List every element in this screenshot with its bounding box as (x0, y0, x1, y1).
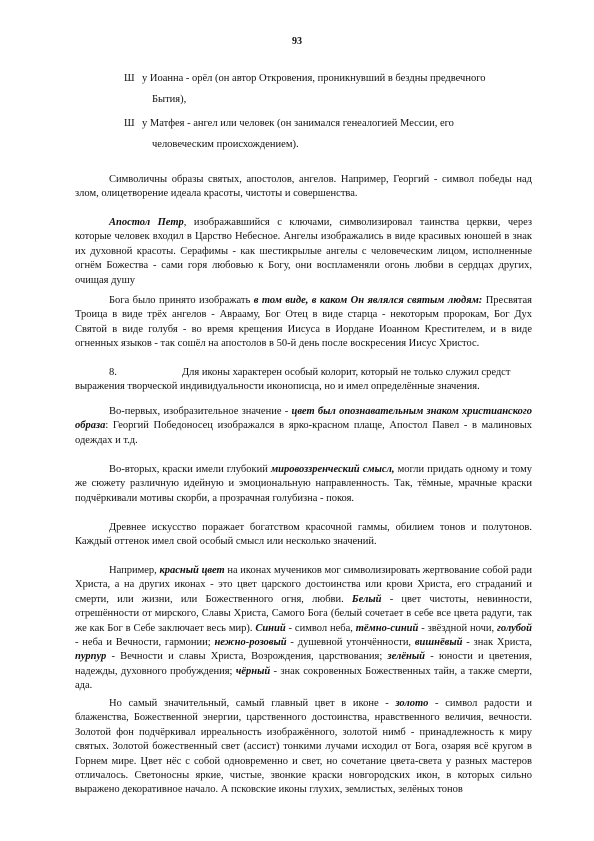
paragraph-text: Для иконы характерен особый колорит, который не только служил средст (182, 367, 511, 378)
paragraph: Символичны образы святых, апостолов, ангелов. Например, Георгий - символ победы над злом, олицетворение идеала красоты, чистоты и совершенства. (75, 174, 532, 200)
paragraph-text: - знак сокровенных Божественных тайн, а также смерти, ада. (75, 665, 533, 692)
paragraph (75, 697, 532, 798)
emphasis-text: голубой (497, 622, 532, 634)
paragraph-text: Во-первых, изобразительное значение - (109, 406, 292, 417)
emphasis-text: чёрный (235, 665, 271, 677)
bullet-text: у Иоанна - орёл (он автор Откровения, проникнувший в бездны предвечного (142, 73, 486, 84)
paragraph (75, 405, 532, 448)
emphasis-text: зелёный (387, 651, 426, 663)
item-number: 8. (109, 367, 117, 378)
paragraph (75, 564, 532, 694)
bullet-text: у Матфея - ангел или человек (он занимался генеалогией Мессии, его (142, 118, 454, 129)
emphasis-text: Апостол Петр (109, 217, 184, 228)
emphasis-text: нежно-розовый (214, 637, 287, 649)
paragraph: Древнее искусство поражает богатством красочной гаммы, обилием тонов и полутонов. Каждый оттенок имел свой особый смысл или несколько значений. (75, 522, 532, 548)
paragraph-text: - неба и Вечности, гармонии; (75, 637, 215, 649)
emphasis-text: пурпур (75, 651, 107, 663)
emphasis-text: Синий (255, 622, 286, 634)
paragraph-text: - символ радости и блаженства, Божественной энергии, царственного достоинства, нравственного величия, вечности. Золотой фон подчёркивал ирреальность изображённого, золотой нимб - принадлежность к миру святых. Золотой божественный свет (ассист) тонкими лучами исходил от Бога, озаряя всё кругом в Горнем мире. Цвет нёс с собой одновременно и свет, но сочетание цвета-света у разных мастеров отличалось. Светоносны яркие, чистые, звонкие краски новгородских икон, в которых сильно выражено декоративное начало. А псковские иконы глухих, землистых, зелёных тонов (75, 698, 532, 796)
paragraph (75, 463, 532, 506)
bullet-text-continued: Бытия), (152, 94, 187, 105)
paragraph-text: - Вечности и славы Христа, Возрождения, царствования; (106, 651, 388, 663)
page-number: 93 (292, 36, 302, 47)
paragraph-text: , изображавшийся с ключами, символизировал таинства церкви, через которые человек входил в Царство Небесное. Ангелы изображались в виде красивых юношей в знак их духовной красоты. Серафимы - как шестикрылые ангелы с человеческим лицом, исполненные огнём Божества - сами горя любовью к Богу, они воспламеняли огонь любви в сердцах других, очищая душу (75, 217, 533, 286)
bullet-marker: Ш (124, 118, 135, 129)
bullet-text-continued: человеческим происхождением). (152, 139, 299, 150)
emphasis-text: в том виде, в каком Он являлся святым людям: (253, 295, 483, 306)
emphasis-text: цвет был опознавательным знаком христианского образа (75, 406, 532, 432)
emphasis-text: вишнёвый (414, 637, 463, 649)
paragraph-text: Во-вторых, краски имели глубокий (109, 464, 271, 475)
paragraph-text: - цвет чистоты, невинности, отрешённости от мирского, Славы Христа, Самого Бога (белый сочетает в себе все цвета радуги, так же как Бог в Себе заключает весь мир). (75, 593, 532, 634)
emphasis-text: золото (395, 698, 429, 709)
paragraph-text: - звёздной ночи, (418, 622, 497, 634)
paragraph-text: - юности и цветения, надежды, духовного пробуждения; (75, 651, 532, 677)
paragraph-text: Бога было принято изображать (109, 295, 254, 306)
paragraph-text: Но самый значительный, самый главный цвет в иконе - (109, 698, 396, 709)
emphasis-text: красный цвет (159, 565, 225, 576)
emphasis-text: тёмно-синий (355, 622, 419, 634)
paragraph-text: : Георгий Победоносец изображался в ярко-красном плаще, Апостол Павел - в малиновых одеждах и т.д. (75, 420, 532, 446)
emphasis-text: мировоззренческий смысл, (270, 464, 395, 475)
bullet-item (124, 113, 548, 155)
paragraph (75, 216, 532, 288)
bullet-item (124, 68, 548, 110)
paragraph-text: на иконах мучеников мог символизировать жертвование собой ради Христа, а на других иконах - это цвет царского достоинства или крови Христа, его страданий и смерти, или жизни, или Божественного огня, любви. (75, 565, 532, 605)
emphasis-text: Белый (351, 593, 382, 605)
bullet-marker: Ш (124, 73, 135, 84)
paragraph-text: Пресвятая Троица в виде трёх ангелов - Аврааму, Бог Отец в виде старца - некоторым пророкам, Бог Дух Святой в виде голубя - во время крещения Иисуса в Иордане Иоанном Крестителем, и в виде огненных языков - так сошёл на апостолов в 50-й день после воскресения Иисус Христос. (75, 295, 532, 350)
paragraph (75, 294, 532, 352)
paragraph-text: Например, (109, 565, 160, 576)
paragraph-text: - душевной утончённости, (286, 637, 415, 649)
paragraph-text: могли придать одному и тому же сюжету различную идейную и эмоциональную направленность. Так, тёмные, мрачные краски подчёркивали мотивы скорби, а прозрачная голубизна - покоя. (75, 464, 532, 504)
paragraph-text: - символ неба, (285, 622, 356, 634)
paragraph-text: - знак Христа, (462, 637, 532, 649)
numbered-paragraph-first-line (75, 366, 594, 380)
paragraph-continuation: выражения творческой индивидуальности иконописца, но и имел определённые значения. (75, 381, 480, 392)
